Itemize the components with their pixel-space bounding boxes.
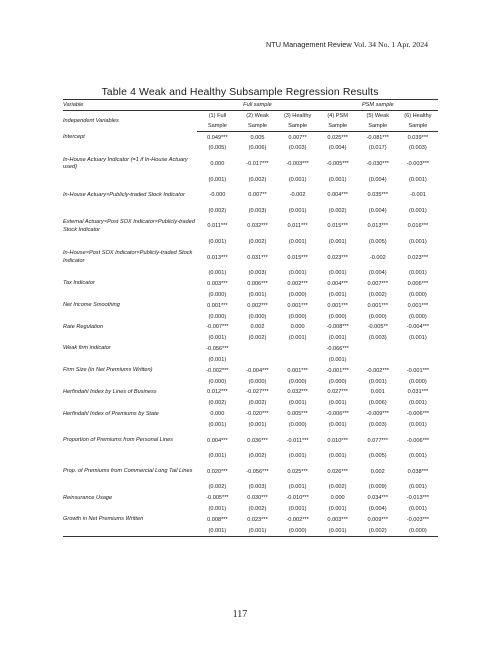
- coefficient-cell: 0.032***: [247, 223, 268, 230]
- regression-table: [63, 99, 438, 537]
- se-row-spacer: [63, 398, 197, 408]
- standard-error-cell: (0.000): [409, 291, 427, 298]
- coefficient-cell: -0.003***: [406, 160, 430, 167]
- standard-error-cell: (0.001): [328, 270, 347, 277]
- coefficient-cell: -0.002***: [366, 367, 389, 374]
- coefficient-cell: 0.001***: [327, 302, 348, 309]
- coefficient-cell: [237, 344, 277, 356]
- standard-error-cell: (0.003): [409, 145, 427, 152]
- table-row: [63, 185, 438, 206]
- standard-error-cell: (0.001): [288, 484, 307, 491]
- standard-error-cell: [358, 355, 398, 365]
- coefficient-cell: -0.002: [289, 192, 306, 199]
- coefficient-cell: -0.056***: [206, 346, 229, 353]
- page-number: 117: [232, 609, 248, 620]
- coefficient-cell: 0.001: [370, 389, 385, 396]
- coefficient-cell: -0.005**: [367, 324, 388, 331]
- column-header: (2) Weak: [237, 111, 277, 122]
- variable-label: In-House Actuary×Publicly-traded Stock Indicator: [63, 191, 185, 198]
- standard-error-cell: (0.001): [328, 400, 347, 407]
- coefficient-cell: 0.006***: [247, 280, 268, 287]
- coefficient-cell: 0.013***: [367, 223, 389, 230]
- table-row: [63, 493, 438, 505]
- standard-error-cell: (0.001): [288, 453, 307, 460]
- coefficient-cell: 0.036***: [247, 437, 268, 444]
- standard-error-cell: (0.001): [328, 335, 347, 342]
- table-row: [63, 333, 438, 343]
- coefficient-cell: 0.000: [330, 495, 345, 502]
- coefficient-cell: -0.001***: [326, 367, 349, 374]
- standard-error-cell: (0.001): [288, 506, 307, 512]
- coefficient-cell: -0.066***: [326, 346, 349, 353]
- coefficient-cell: 0.004***: [207, 437, 228, 444]
- standard-error-cell: (0.001): [328, 421, 347, 428]
- standard-error-cell: (0.004): [328, 145, 347, 152]
- standard-error-cell: (0.001): [208, 421, 227, 428]
- standard-error-cell: (0.006): [368, 400, 387, 407]
- running-header: [266, 40, 428, 49]
- standard-error-cell: (0.000): [288, 291, 307, 298]
- standard-error-cell: (0.002): [248, 238, 267, 245]
- coefficient-cell: 0.025***: [287, 468, 308, 475]
- se-row-spacer: [63, 377, 197, 387]
- table-row: [63, 451, 438, 461]
- table-row: [63, 268, 438, 278]
- se-row-spacer: [63, 237, 197, 247]
- standard-error-cell: (0.001): [328, 506, 347, 512]
- se-row-spacer: [63, 526, 197, 537]
- table-row: [63, 300, 438, 312]
- coefficient-cell: 0.025***: [327, 134, 348, 141]
- coefficient-cell: 0.035***: [367, 192, 389, 199]
- se-row-spacer: [63, 451, 197, 461]
- standard-error-cell: (0.001): [208, 453, 227, 460]
- standard-error-cell: (0.003): [368, 335, 387, 342]
- standard-error-cell: (0.005): [368, 453, 387, 460]
- table-row: [63, 398, 438, 408]
- standard-error-cell: (0.001): [288, 335, 307, 342]
- coefficient-cell: 0.002***: [287, 280, 308, 287]
- coefficient-cell: 0.032***: [287, 389, 308, 396]
- coefficient-cell: 0.034***: [367, 495, 389, 502]
- column-header: Sample: [358, 121, 398, 132]
- table-row: [63, 154, 438, 175]
- table-row: [63, 344, 438, 356]
- coefficient-cell: -0.004***: [406, 324, 430, 331]
- se-row-spacer: [63, 268, 197, 278]
- standard-error-cell: (0.001): [328, 453, 347, 460]
- table-row: [63, 387, 438, 399]
- standard-error-cell: (0.001): [208, 176, 227, 183]
- coefficient-cell: 0.023***: [247, 516, 268, 523]
- variable-label: Tax Indicator: [63, 280, 95, 287]
- coefficient-cell: 0.009***: [367, 516, 389, 523]
- standard-error-cell: (0.003): [248, 207, 267, 214]
- column-header-row: [63, 111, 438, 122]
- coefficient-cell: 0.007**: [248, 192, 267, 199]
- variable-label: Rate Regulation: [63, 323, 104, 330]
- column-header: (1) Full: [197, 111, 237, 122]
- coefficient-cell: -0.005***: [326, 160, 349, 167]
- column-header: Sample: [278, 121, 318, 132]
- coefficient-cell: -0.002***: [206, 367, 229, 374]
- standard-error-cell: (0.000): [288, 421, 307, 428]
- table-row: [63, 175, 438, 185]
- coefficient-cell: -0.004***: [246, 367, 269, 374]
- standard-error-cell: (0.017): [368, 145, 387, 152]
- se-row-spacer: [63, 312, 197, 322]
- table-row: [63, 420, 438, 430]
- standard-error-cell: (0.002): [248, 506, 267, 512]
- standard-error-cell: (0.000): [248, 313, 267, 320]
- standard-error-cell: (0.000): [398, 526, 438, 537]
- coefficient-cell: -0.020***: [246, 411, 269, 418]
- standard-error-cell: (0.001): [409, 506, 427, 512]
- standard-error-cell: (0.000): [409, 378, 427, 385]
- standard-error-cell: (0.005): [368, 238, 387, 245]
- coefficient-cell: 0.004***: [327, 192, 348, 199]
- variable-label: Prop. of Premiums from Commercial Long Tail Lines: [63, 468, 193, 475]
- standard-error-cell: (0.001): [208, 356, 227, 363]
- standard-error-cell: (0.000): [409, 313, 427, 320]
- group-psm-sample: PSM sample: [318, 100, 438, 111]
- coefficient-cell: 0.000: [210, 160, 225, 167]
- coefficient-cell: -0.017***: [246, 160, 269, 167]
- standard-error-cell: (0.004): [368, 207, 387, 214]
- table-row: [63, 365, 438, 377]
- standard-error-cell: (0.001): [328, 176, 347, 183]
- variable-label: Herfindahl Index of Premiums by State: [63, 410, 159, 417]
- column-header: (6) Healthy: [398, 111, 438, 122]
- table-row: [63, 526, 438, 537]
- coefficient-cell: 0.015***: [327, 223, 348, 230]
- standard-error-cell: (0.000): [208, 291, 227, 298]
- table-row: [63, 430, 438, 451]
- standard-error-cell: (0.002): [328, 207, 347, 214]
- coefficient-cell: -0.003***: [286, 160, 309, 167]
- table-row: [63, 504, 438, 514]
- se-row-spacer: [63, 333, 197, 343]
- standard-error-cell: (0.001): [237, 526, 277, 537]
- coefficient-cell: 0.015***: [287, 254, 308, 261]
- journal-volume: Vol. 34 No. 1 Apr. 2024: [353, 40, 428, 49]
- coefficient-cell: -0.009***: [366, 411, 389, 418]
- standard-error-cell: (0.000): [248, 378, 267, 385]
- table-row: [63, 216, 438, 237]
- standard-error-cell: (0.001): [208, 270, 227, 277]
- coefficient-cell: 0.031***: [247, 254, 268, 261]
- standard-error-cell: (0.001): [288, 400, 307, 407]
- variable-label: Firm Size (in Net Premiums Written): [63, 367, 153, 374]
- coefficient-cell: 0.001***: [287, 302, 308, 309]
- coefficient-cell: 0.008***: [207, 516, 228, 523]
- coefficient-cell: -0.056***: [246, 468, 269, 475]
- standard-error-cell: (0.000): [288, 378, 307, 385]
- standard-error-cell: (0.002): [208, 207, 227, 214]
- table-body: [63, 111, 438, 537]
- se-row-spacer: [63, 504, 197, 514]
- standard-error-cell: (0.001): [208, 335, 227, 342]
- standard-error-cell: (0.009): [368, 484, 387, 491]
- standard-error-cell: (0.000): [368, 313, 387, 320]
- variable-label: Herfindahl Index by Lines of Business: [63, 388, 157, 395]
- coefficient-cell: -0.006***: [326, 411, 349, 418]
- standard-error-cell: (0.000): [278, 526, 318, 537]
- column-header: Sample: [318, 121, 358, 132]
- coefficient-cell: -0.081***: [366, 134, 389, 141]
- standard-error-cell: [398, 355, 438, 365]
- coefficient-cell: 0.001***: [367, 302, 389, 309]
- standard-error-cell: (0.001): [409, 453, 427, 460]
- table-row: [63, 514, 438, 526]
- coefficient-cell: -0.005***: [206, 495, 229, 502]
- coefficient-cell: 0.031***: [407, 389, 429, 396]
- coefficient-cell: [358, 344, 398, 356]
- coefficient-cell: 0.030***: [247, 495, 268, 502]
- table-title: Table 4 Weak and Healthy Subsample Regression Results: [101, 86, 379, 98]
- independent-variables-label: Independent Variables: [63, 118, 119, 125]
- table-row: [63, 237, 438, 247]
- standard-error-cell: (0.002): [248, 453, 267, 460]
- variable-label: In-House×Post SOX Indicator×Publicly-traded Stock Indicator: [63, 250, 193, 264]
- standard-error-cell: (0.000): [328, 378, 347, 385]
- standard-error-cell: (0.002): [248, 335, 267, 342]
- coefficient-cell: -0.008***: [326, 324, 349, 331]
- coefficient-cell: 0.007***: [367, 280, 389, 287]
- coefficient-cell: 0.023***: [327, 254, 348, 261]
- standard-error-cell: (0.001): [409, 238, 427, 245]
- coefficient-cell: -0.002: [369, 254, 386, 261]
- coefficient-cell: 0.020***: [207, 468, 228, 475]
- variable-label: Weak firm indicator: [63, 345, 111, 352]
- coefficient-cell: -0.001***: [406, 367, 430, 374]
- coefficient-cell: 0.077***: [367, 437, 389, 444]
- se-row-spacer: [63, 420, 197, 430]
- coefficient-cell: 0.003***: [327, 516, 348, 523]
- coefficient-cell: 0.000: [210, 411, 225, 418]
- standard-error-cell: (0.002): [208, 484, 227, 491]
- coefficient-cell: -0.013***: [406, 495, 430, 502]
- standard-error-cell: (0.004): [368, 506, 387, 512]
- standard-error-cell: (0.002): [328, 484, 347, 491]
- column-header: Sample: [398, 121, 438, 132]
- se-row-spacer: [63, 290, 197, 300]
- standard-error-cell: (0.001): [208, 506, 227, 512]
- standard-error-cell: (0.001): [409, 484, 427, 491]
- coefficient-cell: -0.002***: [286, 516, 309, 523]
- coefficient-cell: -0.000: [209, 192, 226, 199]
- coefficient-cell: 0.005***: [287, 411, 308, 418]
- standard-error-cell: (0.001): [197, 526, 237, 537]
- standard-error-cell: (0.003): [288, 145, 307, 152]
- coefficient-cell: -0.006***: [406, 437, 430, 444]
- standard-error-cell: (0.002): [248, 400, 267, 407]
- standard-error-cell: (0.001): [288, 238, 307, 245]
- standard-error-cell: (0.001): [409, 335, 427, 342]
- coefficient-cell: 0.049***: [207, 134, 228, 141]
- standard-error-cell: (0.001): [409, 270, 427, 277]
- standard-error-cell: (0.001): [409, 207, 427, 214]
- standard-error-cell: (0.001): [248, 291, 267, 298]
- standard-error-cell: (0.006): [248, 145, 267, 152]
- coefficient-cell: 0.013***: [207, 254, 228, 261]
- coefficient-cell: 0.005: [250, 134, 265, 141]
- coefficient-cell: [278, 344, 318, 356]
- column-header: Sample: [237, 121, 277, 132]
- journal-name: NTU Management Review: [266, 40, 352, 49]
- standard-error-cell: (0.001): [288, 270, 307, 277]
- column-header: (4) PSM: [318, 111, 358, 122]
- variable-label: Net Income Smoothing: [63, 302, 120, 309]
- coefficient-cell: 0.010***: [327, 437, 348, 444]
- coefficient-cell: 0.016***: [407, 223, 429, 230]
- se-row-spacer: [63, 355, 197, 365]
- standard-error-cell: (0.001): [328, 356, 347, 363]
- column-header: (5) Weak: [358, 111, 398, 122]
- standard-error-cell: (0.001): [368, 378, 387, 385]
- standard-error-cell: (0.001): [409, 421, 427, 428]
- variable-label: Intercept: [63, 133, 85, 140]
- se-row-spacer: [63, 206, 197, 216]
- table-row: [63, 290, 438, 300]
- group-header-row: [63, 100, 438, 111]
- column-header: (3) Healthy: [278, 111, 318, 122]
- standard-error-cell: (0.001): [318, 526, 358, 537]
- standard-error-cell: (0.002): [358, 526, 398, 537]
- coefficient-cell: -0.007***: [206, 324, 229, 331]
- coefficient-cell: 0.006***: [407, 280, 429, 287]
- standard-error-cell: (0.004): [368, 176, 387, 183]
- coefficient-cell: -0.003***: [406, 516, 430, 523]
- standard-error-cell: (0.001): [248, 421, 267, 428]
- coefficient-cell: 0.027***: [327, 389, 348, 396]
- variable-label: In-House Actuary Indicator (=1 if In-House Actuary used): [63, 156, 188, 171]
- coefficient-cell: 0.012***: [207, 389, 228, 396]
- table-row: [63, 461, 438, 482]
- standard-error-cell: (0.003): [248, 270, 267, 277]
- standard-error-cell: (0.002): [368, 291, 387, 298]
- coefficient-cell: 0.002***: [247, 302, 268, 309]
- coefficient-cell: 0.002: [370, 468, 385, 475]
- standard-error-cell: (0.003): [368, 421, 387, 428]
- group-full-sample: Full sample: [197, 100, 317, 111]
- variable-label: Proportion of Premiums from Personal Lines: [63, 436, 174, 443]
- se-row-spacer: [63, 482, 197, 492]
- se-row-spacer: [63, 144, 197, 154]
- coefficient-cell: 0.007**: [288, 134, 307, 141]
- table-row: [63, 312, 438, 322]
- coefficient-cell: 0.023***: [407, 254, 429, 261]
- coefficient-cell: -0.001: [409, 192, 426, 199]
- table-row: [63, 206, 438, 216]
- variable-header: Variable: [63, 100, 197, 111]
- coefficient-cell: 0.039***: [407, 134, 429, 141]
- column-header: Sample: [197, 121, 237, 132]
- standard-error-cell: (0.003): [248, 484, 267, 491]
- standard-error-cell: (0.000): [328, 313, 347, 320]
- table-row: [63, 355, 438, 365]
- coefficient-cell: 0.026***: [327, 468, 348, 475]
- standard-error-cell: (0.001): [328, 291, 347, 298]
- coefficient-cell: 0.011***: [287, 223, 308, 230]
- coefficient-cell: 0.001***: [407, 302, 429, 309]
- standard-error-cell: (0.001): [208, 238, 227, 245]
- standard-error-cell: (0.002): [208, 400, 227, 407]
- coefficient-cell: 0.001***: [287, 367, 308, 374]
- standard-error-cell: (0.000): [208, 313, 227, 320]
- standard-error-cell: [237, 355, 277, 365]
- coefficient-cell: 0.004***: [327, 280, 348, 287]
- coefficient-cell: 0.003***: [207, 280, 228, 287]
- standard-error-cell: (0.005): [208, 145, 227, 152]
- coefficient-cell: -0.011***: [286, 437, 309, 444]
- coefficient-cell: 0.038***: [407, 468, 429, 475]
- standard-error-cell: (0.001): [409, 400, 427, 407]
- standard-error-cell: (0.000): [288, 313, 307, 320]
- coefficient-cell: [398, 344, 438, 356]
- coefficient-cell: 0.001***: [207, 302, 228, 309]
- table-row: [63, 409, 438, 421]
- standard-error-cell: (0.001): [328, 238, 347, 245]
- standard-error-cell: (0.001): [288, 207, 307, 214]
- variable-label: External Actuary×Post SOX Indicator×Publicly-traded Stock Indicator: [63, 219, 195, 233]
- table-row: [63, 377, 438, 387]
- table-row: [63, 132, 438, 144]
- standard-error-cell: (0.002): [248, 176, 267, 183]
- table-row: [63, 247, 438, 268]
- table-row: [63, 482, 438, 492]
- coefficient-cell: -0.006***: [406, 411, 430, 418]
- coefficient-cell: -0.027***: [246, 389, 269, 396]
- coefficient-cell: -0.010***: [286, 495, 309, 502]
- standard-error-cell: (0.004): [368, 270, 387, 277]
- coefficient-cell: 0.011***: [207, 223, 228, 230]
- coefficient-cell: -0.030***: [366, 160, 389, 167]
- standard-error-cell: (0.000): [208, 378, 227, 385]
- table-row: [63, 322, 438, 334]
- variable-label: Growth in Net Premiums Written: [63, 516, 144, 523]
- table-row: [63, 144, 438, 154]
- table-row: [63, 278, 438, 290]
- variable-label: Reinsurance Usage: [63, 494, 113, 501]
- standard-error-cell: [278, 355, 318, 365]
- coefficient-cell: 0.002: [250, 324, 265, 331]
- standard-error-cell: (0.001): [288, 176, 307, 183]
- se-row-spacer: [63, 175, 197, 185]
- coefficient-cell: 0.000: [290, 324, 305, 331]
- standard-error-cell: (0.001): [409, 176, 427, 183]
